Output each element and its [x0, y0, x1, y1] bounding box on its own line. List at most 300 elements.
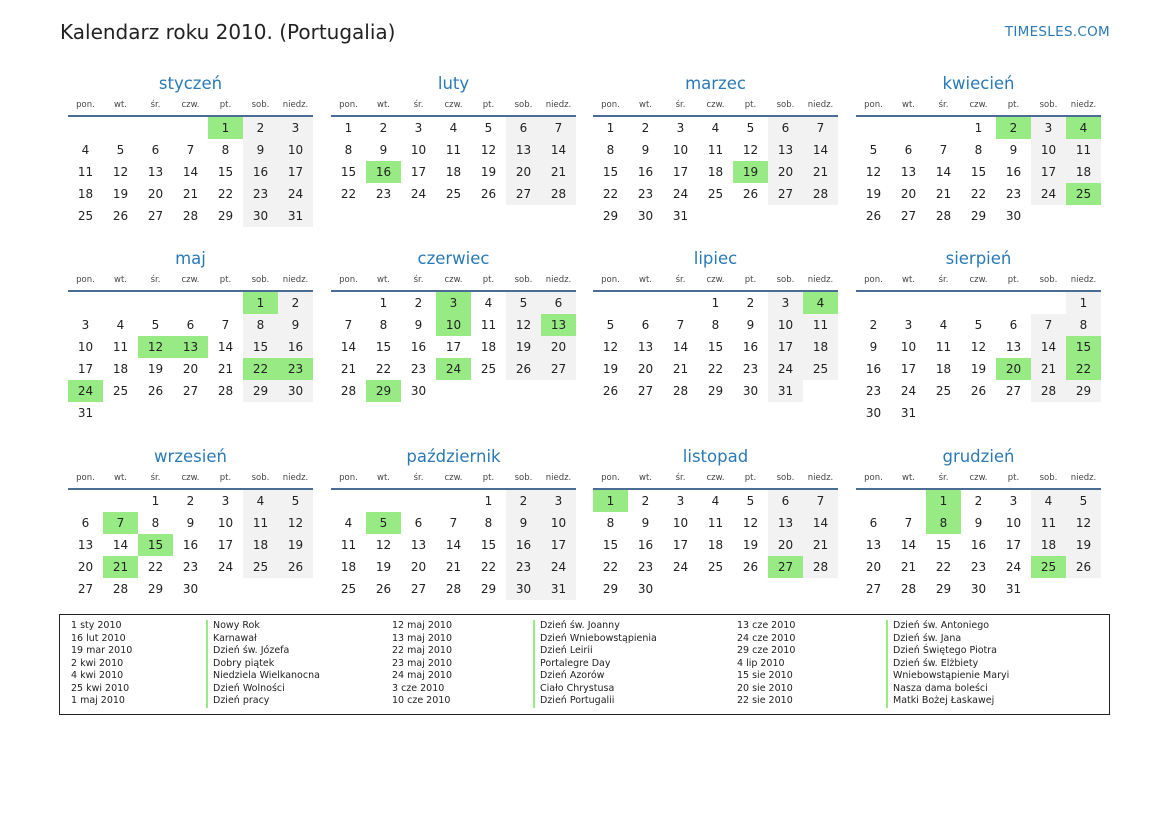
day-cell: 20: [410, 560, 427, 574]
holiday-day-cell: 10: [436, 314, 471, 336]
day-cell: 18: [803, 336, 838, 358]
day-cell: 8: [606, 143, 615, 157]
holiday-date: 15 sie 2010: [737, 670, 793, 681]
weekday-label: pon.: [601, 473, 620, 483]
day-cell: 8: [221, 143, 230, 157]
weekday-label: śr.: [938, 275, 949, 285]
day-cell: 19: [112, 187, 129, 201]
weekday-label: niedz.: [1070, 275, 1097, 285]
weekday-label: pt.: [744, 473, 757, 483]
day-cell: 2: [746, 296, 755, 310]
day-cell: 25: [480, 362, 497, 376]
day-cell: 12: [506, 314, 541, 336]
empty-cell: [663, 292, 698, 314]
empty-cell: [628, 292, 663, 314]
day-cell: 6: [414, 516, 423, 530]
day-cell: 13: [768, 139, 803, 161]
day-cell: 9: [506, 512, 541, 534]
day-cell: 21: [672, 362, 689, 376]
day-cell: 15: [935, 538, 952, 552]
day-cell: 5: [606, 318, 615, 332]
holiday-day-cell: 3: [436, 292, 471, 314]
day-cell: 26: [742, 560, 759, 574]
day-cell: 11: [707, 516, 724, 530]
day-cell: 9: [414, 318, 423, 332]
day-cell: 22: [707, 362, 724, 376]
day-cell: 17: [278, 161, 313, 183]
weekday-label: pon.: [601, 100, 620, 110]
empty-cell: [103, 490, 138, 512]
day-cell: 22: [217, 187, 234, 201]
day-cell: 19: [480, 165, 497, 179]
day-cell: 9: [641, 143, 650, 157]
day-cell: 29: [243, 380, 278, 402]
day-cell: 31: [900, 406, 917, 420]
day-cell: 3: [81, 318, 90, 332]
day-cell: 27: [506, 183, 541, 205]
day-cell: 27: [182, 384, 199, 398]
holiday-date: 3 cze 2010: [392, 682, 445, 694]
day-cell: 7: [541, 117, 576, 139]
day-cell: 17: [672, 538, 689, 552]
weekday-header: [593, 96, 838, 117]
day-cell: 8: [151, 516, 160, 530]
day-cell: 13: [77, 538, 94, 552]
day-cell: 13: [1005, 340, 1022, 354]
day-cell: 8: [243, 314, 278, 336]
day-cell: 5: [484, 121, 493, 135]
empty-cell: [996, 292, 1031, 314]
holiday-date: 19 mar 2010: [71, 645, 133, 656]
day-cell: 29: [147, 582, 164, 596]
empty-cell: [103, 117, 138, 139]
weekday-label: niedz.: [545, 275, 572, 285]
day-cell: 21: [803, 161, 838, 183]
day-cell: 13: [865, 538, 882, 552]
empty-cell: [138, 292, 173, 314]
holiday-name: Dzień Wolności: [206, 683, 320, 696]
day-cell: 9: [243, 139, 278, 161]
weekday-header: [331, 96, 576, 117]
day-cell: 20: [147, 187, 164, 201]
day-cell: 7: [186, 143, 195, 157]
day-grid: [68, 490, 313, 600]
holiday-date: 13 cze 2010: [737, 620, 796, 631]
holiday-day-cell: 22: [243, 358, 278, 380]
day-cell: 22: [375, 362, 392, 376]
month-calendar: [331, 247, 576, 402]
weekday-label: wt.: [639, 100, 652, 110]
holiday-names-column: [886, 620, 1009, 708]
day-cell: 26: [112, 209, 129, 223]
day-cell: 22: [602, 187, 619, 201]
day-cell: 2: [974, 494, 983, 508]
day-cell: 9: [186, 516, 195, 530]
day-cell: 10: [1031, 139, 1066, 161]
day-cell: 11: [480, 318, 497, 332]
day-cell: 12: [375, 538, 392, 552]
day-cell: 7: [939, 143, 948, 157]
month-calendar: [856, 247, 1101, 424]
weekday-label: sob.: [514, 473, 533, 483]
day-cell: 6: [151, 143, 160, 157]
day-cell: 27: [637, 384, 654, 398]
holiday-day-cell: 19: [733, 161, 768, 183]
day-cell: 31: [672, 209, 689, 223]
day-cell: 30: [410, 384, 427, 398]
day-cell: 29: [602, 209, 619, 223]
day-cell: 26: [865, 209, 882, 223]
weekday-label: czw.: [444, 473, 463, 483]
weekday-label: czw.: [706, 100, 725, 110]
day-cell: 20: [506, 161, 541, 183]
day-cell: 2: [414, 296, 423, 310]
day-cell: 26: [278, 556, 313, 578]
weekday-label: pon.: [864, 473, 883, 483]
day-cell: 28: [217, 384, 234, 398]
day-cell: 4: [81, 143, 90, 157]
weekday-label: czw.: [969, 275, 988, 285]
day-cell: 16: [278, 336, 313, 358]
day-cell: 11: [77, 165, 94, 179]
day-cell: 19: [375, 560, 392, 574]
day-cell: 19: [970, 362, 987, 376]
day-cell: 11: [243, 512, 278, 534]
day-cell: 17: [217, 538, 234, 552]
day-cell: 23: [865, 384, 882, 398]
holiday-day-cell: 2: [996, 117, 1031, 139]
weekday-label: niedz.: [282, 275, 309, 285]
holiday-date: 12 maj 2010: [392, 620, 453, 631]
day-cell: 27: [541, 358, 576, 380]
holiday-names-column: [206, 620, 320, 708]
day-cell: 2: [641, 494, 650, 508]
weekday-header: [68, 96, 313, 117]
day-cell: 31: [1005, 582, 1022, 596]
day-cell: 14: [340, 340, 357, 354]
day-cell: 19: [865, 187, 882, 201]
day-cell: 13: [410, 538, 427, 552]
weekday-label: pt.: [482, 473, 495, 483]
day-cell: 14: [217, 340, 234, 354]
day-cell: 31: [541, 578, 576, 600]
day-cell: 14: [935, 165, 952, 179]
day-cell: 6: [768, 117, 803, 139]
day-cell: 31: [768, 380, 803, 402]
weekday-label: wt.: [377, 275, 390, 285]
weekday-header: [856, 271, 1101, 292]
holiday-day-cell: 23: [278, 358, 313, 380]
month-calendar: [68, 445, 313, 600]
day-grid: [856, 292, 1101, 424]
day-cell: 17: [768, 336, 803, 358]
day-cell: 14: [445, 538, 462, 552]
weekday-label: czw.: [444, 100, 463, 110]
day-cell: 1: [151, 494, 160, 508]
day-grid: [593, 117, 838, 227]
weekday-label: wt.: [114, 275, 127, 285]
day-cell: 8: [1066, 314, 1101, 336]
day-cell: 10: [672, 516, 689, 530]
day-cell: 8: [484, 516, 493, 530]
weekday-label: czw.: [969, 100, 988, 110]
holiday-date: 1 sty 2010: [71, 620, 122, 631]
weekday-header: [856, 96, 1101, 117]
day-cell: 20: [768, 161, 803, 183]
day-cell: 16: [1005, 165, 1022, 179]
day-cell: 6: [81, 516, 90, 530]
day-cell: 4: [116, 318, 125, 332]
day-cell: 25: [935, 384, 952, 398]
weekday-label: pon.: [76, 100, 95, 110]
day-cell: 22: [340, 187, 357, 201]
month-name: maj: [175, 249, 206, 268]
day-cell: 20: [637, 362, 654, 376]
holiday-date: 10 cze 2010: [392, 695, 451, 706]
brand-link[interactable]: TIMESLES.COM: [1004, 24, 1110, 40]
holiday-name: Dzień Portugalii: [533, 695, 657, 708]
weekday-header: [68, 271, 313, 292]
month-calendar: [331, 445, 576, 600]
day-cell: 30: [182, 582, 199, 596]
day-cell: 25: [77, 209, 94, 223]
holiday-dates-column: [71, 620, 132, 708]
day-cell: 7: [803, 117, 838, 139]
day-cell: 9: [746, 318, 755, 332]
day-cell: 8: [379, 318, 388, 332]
weekday-label: pon.: [339, 275, 358, 285]
day-cell: 15: [602, 165, 619, 179]
month-name: lipiec: [693, 249, 738, 268]
day-cell: 10: [541, 512, 576, 534]
day-cell: 5: [869, 143, 878, 157]
month-name: październik: [406, 447, 501, 466]
weekday-label: pt.: [219, 275, 232, 285]
day-cell: 4: [711, 121, 720, 135]
weekday-label: sob.: [1039, 100, 1058, 110]
day-cell: 18: [243, 534, 278, 556]
empty-cell: [926, 292, 961, 314]
day-cell: 18: [707, 538, 724, 552]
day-cell: 30: [970, 582, 987, 596]
day-cell: 24: [1031, 183, 1066, 205]
day-cell: 17: [672, 165, 689, 179]
weekday-label: pon.: [339, 100, 358, 110]
month-name: marzec: [685, 74, 746, 93]
day-cell: 26: [506, 358, 541, 380]
day-cell: 12: [970, 340, 987, 354]
day-cell: 23: [1005, 187, 1022, 201]
holiday-name: Niedziela Wielkanocna: [206, 670, 320, 683]
day-cell: 28: [340, 384, 357, 398]
month-calendar: [68, 72, 313, 227]
month-name: listopad: [682, 447, 749, 466]
day-cell: 7: [344, 318, 353, 332]
holiday-day-cell: 21: [103, 556, 138, 578]
holiday-date: 22 maj 2010: [392, 645, 453, 656]
holiday-name: Karnawał: [206, 633, 320, 646]
day-cell: 30: [865, 406, 882, 420]
day-cell: 2: [278, 292, 313, 314]
weekday-label: niedz.: [807, 275, 834, 285]
day-cell: 11: [445, 143, 462, 157]
month-calendar: [593, 247, 838, 402]
day-cell: 6: [541, 292, 576, 314]
day-cell: 20: [900, 187, 917, 201]
weekday-label: śr.: [938, 100, 949, 110]
day-cell: 13: [900, 165, 917, 179]
day-cell: 23: [742, 362, 759, 376]
holiday-day-cell: 15: [1066, 336, 1101, 358]
day-cell: 14: [112, 538, 129, 552]
day-cell: 23: [410, 362, 427, 376]
day-cell: 22: [935, 560, 952, 574]
day-cell: 3: [1009, 494, 1018, 508]
empty-cell: [68, 117, 103, 139]
day-cell: 23: [243, 183, 278, 205]
holiday-day-cell: 4: [1066, 117, 1101, 139]
day-cell: 18: [1066, 161, 1101, 183]
empty-cell: [891, 292, 926, 314]
day-cell: 30: [278, 380, 313, 402]
day-cell: 1: [974, 121, 983, 135]
day-cell: 9: [974, 516, 983, 530]
day-cell: 12: [112, 165, 129, 179]
day-cell: 24: [1005, 560, 1022, 574]
weekday-label: wt.: [377, 473, 390, 483]
weekday-label: sob.: [776, 100, 795, 110]
weekday-label: niedz.: [1070, 473, 1097, 483]
day-cell: 2: [379, 121, 388, 135]
empty-cell: [1031, 292, 1066, 314]
day-cell: 21: [900, 560, 917, 574]
weekday-label: czw.: [181, 100, 200, 110]
day-cell: 24: [410, 187, 427, 201]
day-cell: 24: [672, 187, 689, 201]
day-cell: 30: [637, 209, 654, 223]
day-cell: 5: [151, 318, 160, 332]
empty-cell: [856, 490, 891, 512]
empty-cell: [138, 117, 173, 139]
holiday-dates-column: [392, 620, 452, 708]
day-cell: 3: [414, 121, 423, 135]
day-cell: 6: [186, 318, 195, 332]
empty-cell: [961, 292, 996, 314]
holiday-day-cell: 13: [541, 314, 576, 336]
empty-cell: [891, 490, 926, 512]
empty-cell: [856, 117, 891, 139]
day-cell: 15: [340, 165, 357, 179]
day-grid: [331, 292, 576, 402]
day-cell: 27: [865, 582, 882, 596]
day-cell: 28: [672, 384, 689, 398]
day-cell: 12: [742, 143, 759, 157]
holiday-name: Wniebowstąpienie Maryi: [886, 670, 1009, 683]
day-cell: 10: [410, 143, 427, 157]
weekday-label: sob.: [514, 100, 533, 110]
day-cell: 4: [711, 494, 720, 508]
weekday-label: czw.: [444, 275, 463, 285]
day-cell: 26: [147, 384, 164, 398]
day-cell: 18: [445, 165, 462, 179]
day-cell: 8: [344, 143, 353, 157]
day-cell: 15: [480, 538, 497, 552]
day-cell: 6: [869, 516, 878, 530]
day-cell: 3: [768, 292, 803, 314]
holiday-date: 13 maj 2010: [392, 632, 453, 644]
day-cell: 25: [707, 560, 724, 574]
holiday-name: Ciało Chrystusa: [533, 683, 657, 696]
day-cell: 14: [541, 139, 576, 161]
empty-cell: [331, 490, 366, 512]
day-cell: 30: [637, 582, 654, 596]
day-cell: 19: [602, 362, 619, 376]
day-cell: 28: [182, 209, 199, 223]
holiday-name: Dzień św. Józefa: [206, 645, 320, 658]
month-calendar: [856, 445, 1101, 600]
empty-cell: [366, 490, 401, 512]
day-cell: 4: [1031, 490, 1066, 512]
day-cell: 15: [243, 336, 278, 358]
day-cell: 21: [340, 362, 357, 376]
holiday-day-cell: 1: [926, 490, 961, 512]
day-cell: 19: [1066, 534, 1101, 556]
weekday-label: wt.: [902, 473, 915, 483]
day-cell: 27: [768, 183, 803, 205]
day-cell: 8: [606, 516, 615, 530]
day-cell: 27: [77, 582, 94, 596]
day-cell: 26: [602, 384, 619, 398]
empty-cell: [173, 117, 208, 139]
day-cell: 28: [1031, 380, 1066, 402]
day-cell: 14: [1031, 336, 1066, 358]
day-cell: 3: [541, 490, 576, 512]
day-cell: 11: [112, 340, 129, 354]
holiday-day-cell: 8: [926, 512, 961, 534]
day-cell: 18: [1031, 534, 1066, 556]
holiday-date: 16 lut 2010: [71, 632, 126, 644]
weekday-label: pt.: [744, 275, 757, 285]
day-cell: 23: [970, 560, 987, 574]
day-cell: 4: [243, 490, 278, 512]
holiday-name: Dzień Azorów: [533, 670, 657, 683]
day-cell: 10: [768, 314, 803, 336]
weekday-label: sob.: [251, 473, 270, 483]
month-calendar: [68, 247, 313, 424]
empty-cell: [68, 292, 103, 314]
empty-cell: [173, 292, 208, 314]
day-grid: [331, 117, 576, 205]
day-cell: 28: [900, 582, 917, 596]
day-cell: 17: [77, 362, 94, 376]
weekday-header: [856, 469, 1101, 490]
day-cell: 25: [112, 384, 129, 398]
day-cell: 16: [970, 538, 987, 552]
month-name: wrzesień: [154, 447, 227, 466]
weekday-label: pon.: [339, 473, 358, 483]
day-cell: 29: [602, 582, 619, 596]
holiday-day-cell: 1: [208, 117, 243, 139]
day-cell: 13: [637, 340, 654, 354]
day-grid: [856, 117, 1101, 227]
day-cell: 20: [865, 560, 882, 574]
holiday-day-cell: 24: [436, 358, 471, 380]
day-cell: 29: [1066, 380, 1101, 402]
day-cell: 22: [480, 560, 497, 574]
weekday-label: sob.: [1039, 275, 1058, 285]
day-cell: 8: [711, 318, 720, 332]
holiday-day-cell: 4: [803, 292, 838, 314]
